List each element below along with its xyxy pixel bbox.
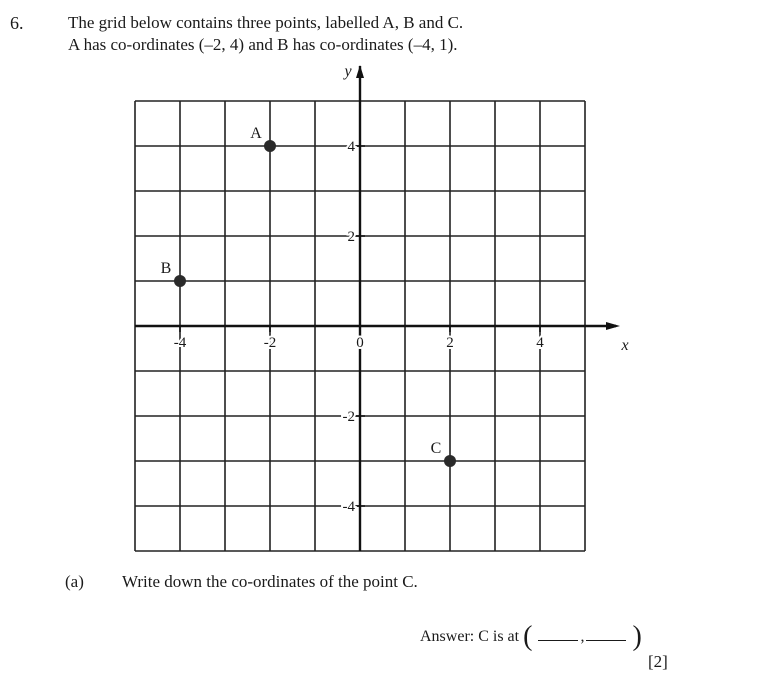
answer-y-blank[interactable] [586,626,626,641]
x-axis-arrow [606,322,620,330]
point-a [264,140,276,152]
answer-prefix: Answer: C is at [420,628,520,645]
x-axis-label: x [621,337,629,354]
point-label-a: A [250,125,262,142]
part-a-label: (a) [65,572,84,591]
point-b [174,275,186,287]
x-tick-label: 4 [536,335,544,351]
y-tick-label: 4 [347,139,355,155]
y-axis-label: y [344,63,352,80]
x-tick-label: -4 [173,335,187,351]
open-paren: ( [523,621,533,652]
x-tick-label: -2 [263,335,277,351]
y-tick-label: -2 [342,409,355,425]
x-tick-label: 0 [356,335,364,351]
part-a-question: Write down the co-ordinates of the point C. [122,572,418,591]
answer-comma: , [580,628,585,645]
question-line-2: A has co-ordinates (–2, 4) and B has co-ordinates (–4, 1). [68,35,458,54]
x-tick-label: 2 [446,335,454,351]
point-c [444,455,456,467]
marks: [2] [648,652,668,671]
y-axis-arrow [356,65,364,78]
y-tick-label: 2 [347,229,355,245]
answer-line [420,621,642,653]
question-number: 6. [10,13,24,33]
y-tick-label: -4 [342,499,355,515]
answer-x-blank[interactable] [538,626,578,641]
point-label-c: C [430,440,442,457]
close-paren: ) [632,621,642,652]
point-label-b: B [160,260,172,277]
question-line-1: The grid below contains three points, labelled A, B and C. [68,13,464,32]
